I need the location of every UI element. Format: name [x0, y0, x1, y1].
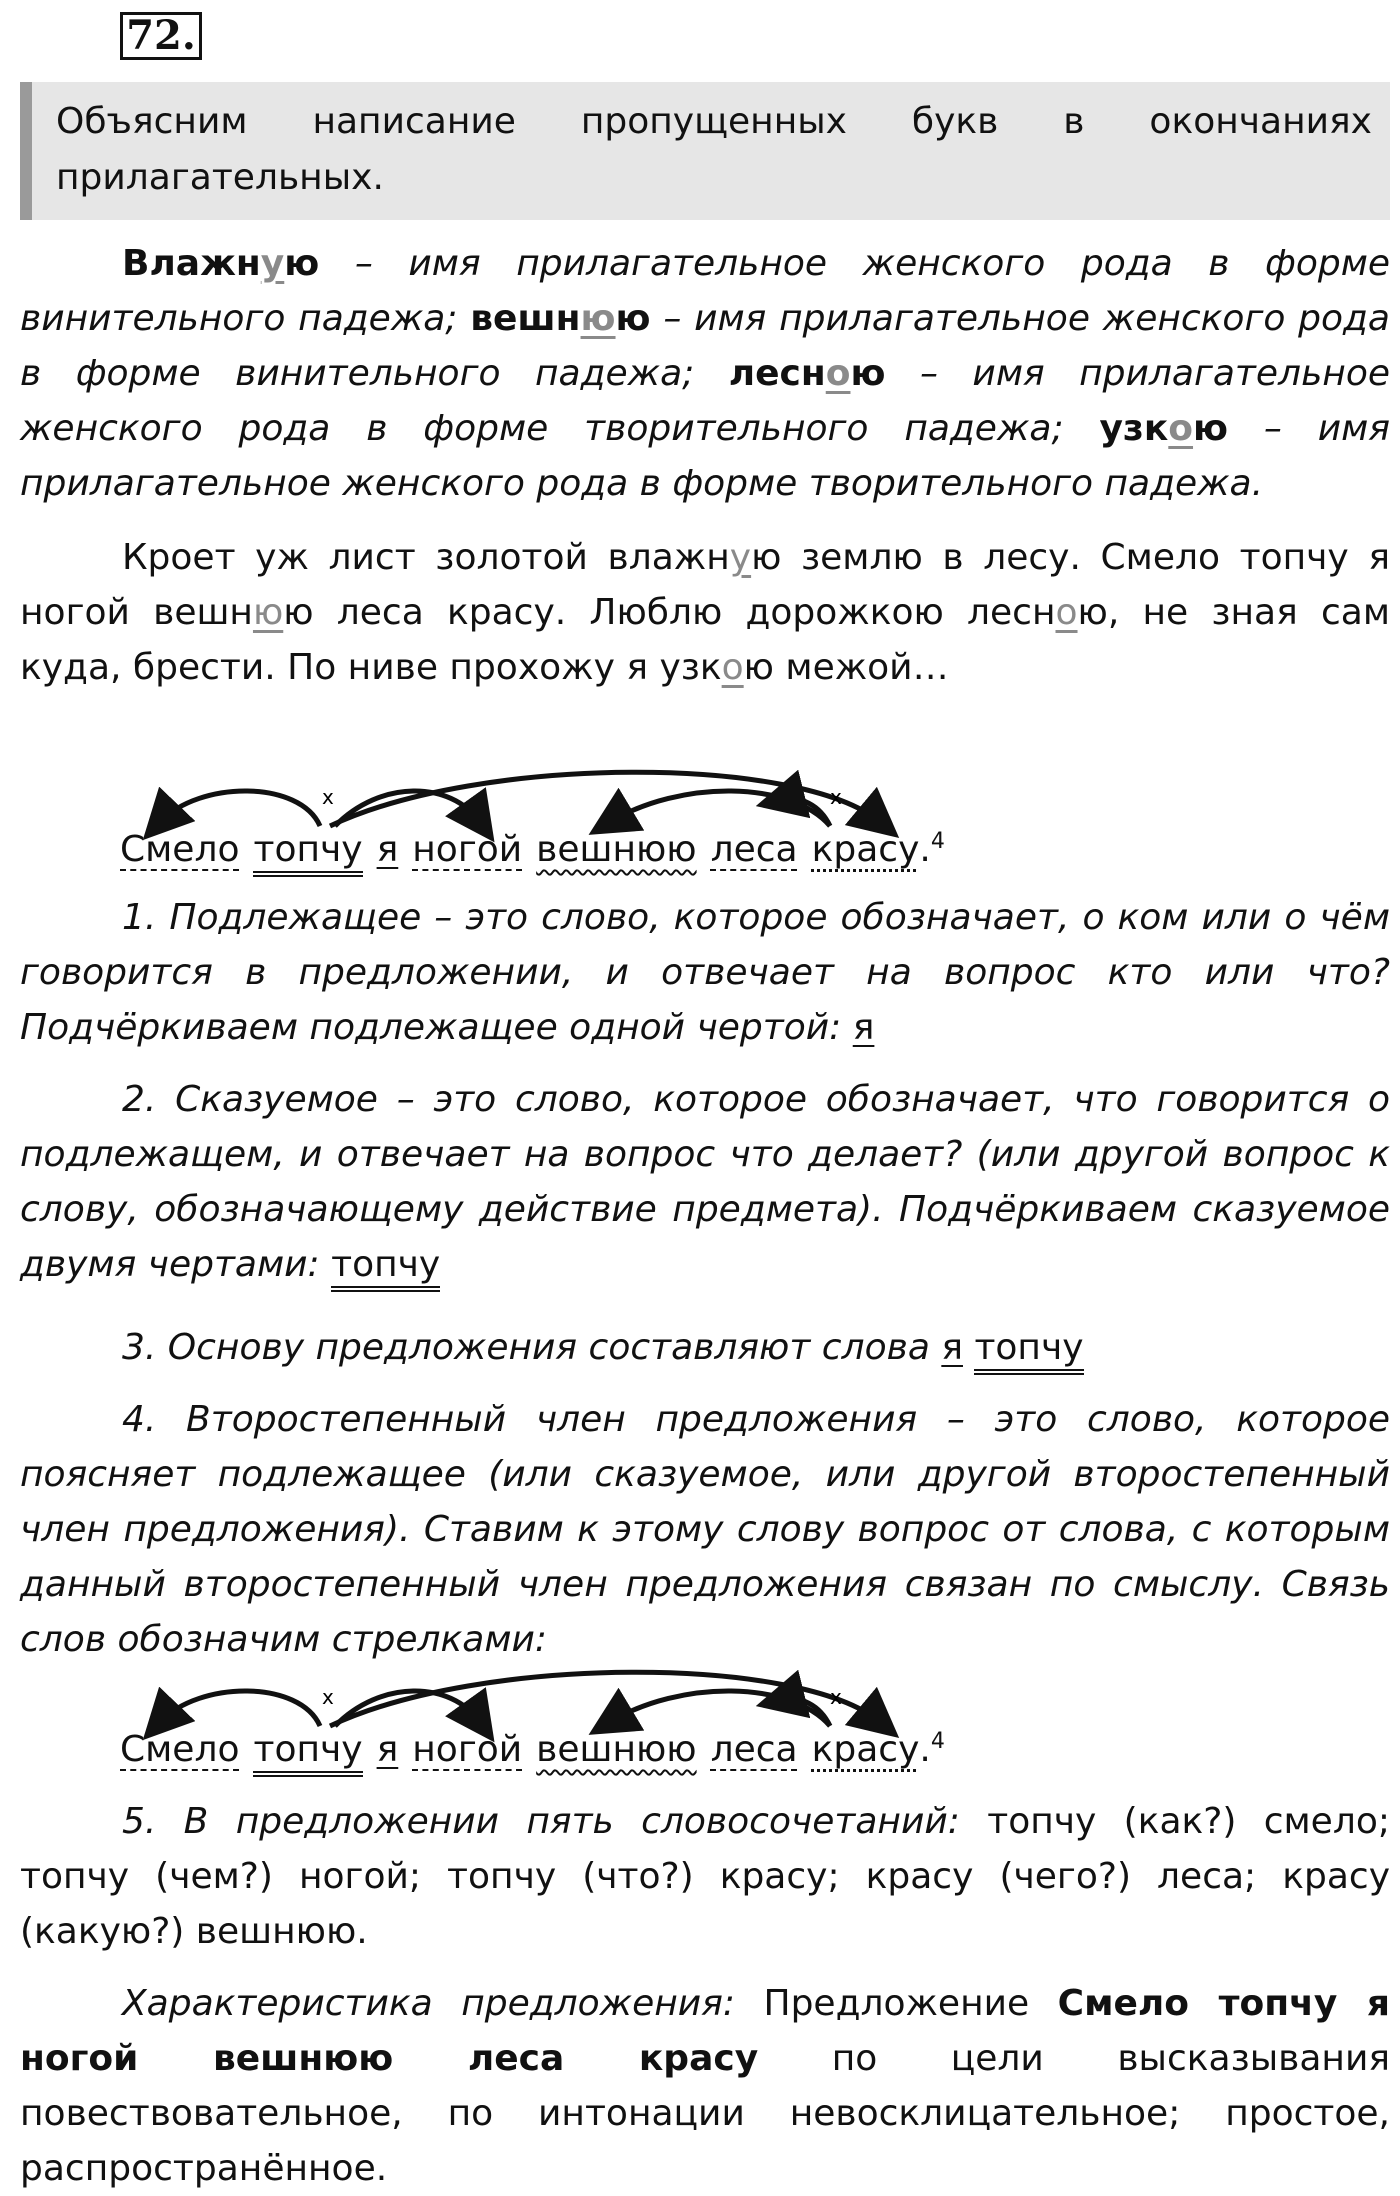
explanation-paragraph: Влажную – имя прилагательное женского рода в форме винительного падежа; вешнюю – имя прилагательное женского рода в форме винительного падежа; лесною – имя прилагательное женского рода в форме творительного падежа; узкою – имя прилагательное женского рода в форме творительного падежа. — [20, 243, 1390, 504]
word-smelo: Смело — [120, 1729, 240, 1770]
poem-paragraph: Кроет уж лист золотой влажную землю в лесу. Смело топчу я ногой вешнюю леса красу. Люблю дорожкою лесною, не зная сам куда, брести. По ниве прохожу я узкою межой… — [20, 537, 1391, 688]
word-nogoy: ногой — [412, 829, 523, 870]
characteristic-paragraph: Характеристика предложения: Предложение Смело топчу я ногой вешнюю леса красу по цели высказывания повествовательное, по интонации невосклицательное; простое, распространённое. — [20, 1983, 1390, 2189]
word-veshnyuyu: вешнюю — [470, 298, 651, 339]
word-vlazhnuyu: Влажную — [122, 243, 320, 284]
word-krasu: красу — [811, 829, 920, 870]
item-5: 5. В предложении пять словосочетаний: топчу (как?) смело; топчу (чем?) ногой; топчу (что?) красу; красу (чего?) леса; красу (какую?) вешнюю. — [20, 1801, 1390, 1952]
word-veshnyuyu: вешнюю — [536, 1729, 697, 1770]
word-lesnoyu: лесною — [728, 353, 886, 394]
item-1: 1. Подлежащее – это слово, которое обозначает, о ком или о чём говорится в предложении, и отвечает на вопрос кто или что? Подчёркиваем подлежащее одной чертой: я — [20, 897, 1390, 1048]
parsed-sentence-2: Смело топчу я ногой вешнюю леса красу.$^4$ — [120, 1720, 945, 1772]
word-uzkoyu: узкою — [1099, 408, 1229, 449]
x-mark-3: x — [322, 1685, 334, 1709]
x-mark-4: x — [830, 1685, 842, 1709]
word-ya: я — [376, 1729, 399, 1770]
task-text: Объясним написание пропущенных букв в окончаниях прилагательных. — [56, 101, 1372, 198]
word-ya: я — [376, 829, 399, 870]
x-mark-2: x — [830, 785, 842, 809]
x-mark-1: x — [322, 785, 334, 809]
word-lesa: леса — [710, 1729, 798, 1770]
word-krasu: красу — [811, 1729, 920, 1770]
item-3: 3. Основу предложения составляют слова я топчу — [20, 1320, 1390, 1375]
word-topchu: топчу — [253, 829, 362, 877]
word-veshnyuyu: вешнюю — [536, 829, 697, 870]
item-2: 2. Сказуемое – это слово, которое обозначает, что говорится о подлежащем, и отвечает на вопрос что делает? (или другой вопрос к слову, обозначающему действие предмета). Подчёркиваем сказуемое двумя чертами: топчу — [20, 1072, 1390, 1292]
parsed-sentence-1: Смело топчу я ногой вешнюю леса красу.$^4$ — [120, 820, 945, 872]
exercise-number: 72. — [120, 12, 202, 60]
word-smelo: Смело — [120, 829, 240, 870]
word-nogoy: ногой — [412, 1729, 523, 1770]
item-4: 4. Второстепенный член предложения – это слово, которое поясняет подлежащее (или сказуемое, или другой второстепенный член предложения). Ставим к этому слову вопрос от слова, с которым данный второстепенный член предложения связан по смыслу. Связь слов обозначим стрелками: — [20, 1399, 1390, 1660]
word-topchu: топчу — [253, 1729, 362, 1777]
word-lesa: леса — [710, 829, 798, 870]
task-box — [20, 82, 1390, 220]
